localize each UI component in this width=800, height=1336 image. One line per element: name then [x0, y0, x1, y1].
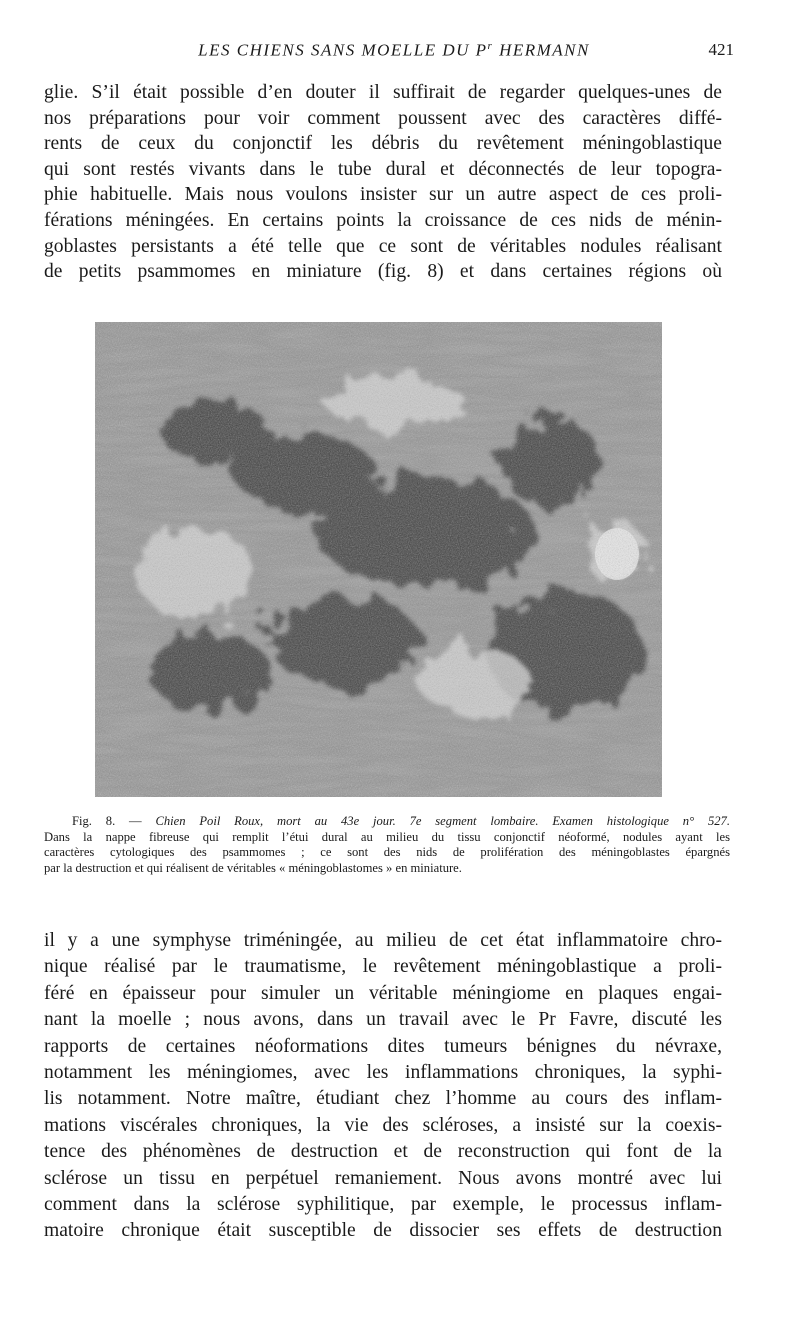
text-line: rents de ceux du conjonctif les débris du revêtement méningoblastique	[44, 133, 722, 155]
text-line: nos préparations pour voir comment poussent avec des caractères diffé-	[44, 107, 722, 129]
paragraph-bottom	[44, 928, 722, 1245]
text-line: nique réalisé par le traumatisme, le revêtement méningoblastique a proli-	[44, 956, 722, 978]
micrograph-image	[95, 322, 662, 797]
figure-title: Chien Poil Roux, mort au 43e jour. 7e segment lombaire. Examen histologique n° 527.	[141, 814, 730, 828]
text-line: nant la moelle ; nous avons, dans un travail avec le Pr Favre, discuté les	[44, 1009, 722, 1031]
text-line: goblastes persistants a été telle que ce sont de véritables nodules réalisant	[44, 235, 722, 257]
text-line: férations méningées. En certains points la croissance de ces nids de ménin-	[44, 209, 722, 231]
text-line: lis notamment. Notre maître, étudiant chez l’homme au cours des inflam-	[44, 1088, 722, 1110]
text-line: il y a une symphyse triméningée, au milieu de cet état inflammatoire chro-	[44, 930, 722, 951]
text-line: de petits psammomes en miniature (fig. 8) et dans certaines régions où	[44, 261, 722, 283]
text-line: rapports de certaines néoformations dites tumeurs bénignes du névraxe,	[44, 1035, 722, 1057]
paragraph-top	[44, 80, 722, 285]
caption-first-line	[44, 814, 730, 830]
text-line: glie. S’il était possible d’en douter il suffirait de regarder quelques-unes de	[44, 82, 722, 103]
text-line: mations viscérales chroniques, la vie des scléroses, a insisté sur la coexis-	[44, 1114, 722, 1136]
running-head-end: HERMANN	[493, 40, 590, 60]
text-line: féré en épaisseur pour simuler un véritable méningiome en plaques engai-	[44, 982, 722, 1004]
running-head-sup: r	[487, 40, 494, 52]
figure-label: Fig. 8. —	[72, 814, 142, 828]
text-line: notamment les méningiomes, avec les inflammations chroniques, la syphi-	[44, 1062, 722, 1084]
caption-line: caractères cytologiques des psammomes ; ce sont des nids de prolifération des méningoblastes épargnés	[44, 845, 730, 860]
text-line: comment dans la sclérose syphilitique, par exemple, le processus inflam-	[44, 1194, 722, 1216]
page-header	[44, 40, 744, 70]
text-line: phie habituelle. Mais nous voulons insister sur un autre aspect de ces proli-	[44, 184, 722, 206]
caption-line: par la destruction et qui réalisent de véritables « méningoblastomes » en miniature.	[44, 860, 462, 875]
text-line: qui sont restés vivants dans le tube dural et déconnectés de leur topogra-	[44, 158, 722, 180]
running-head	[44, 40, 744, 61]
text-line: matoire chronique était susceptible de dissocier ses effets de destruction	[44, 1220, 722, 1242]
figure-caption	[44, 814, 730, 876]
histology-micrograph	[95, 322, 662, 797]
text-line: tence des phénomènes de destruction et de reconstruction qui font de la	[44, 1141, 722, 1163]
page-number: 421	[708, 40, 734, 59]
text-line: sclérose un tissu en perpétuel remaniement. Nous avons montré avec lui	[44, 1167, 722, 1189]
running-head-text: LES CHIENS SANS MOELLE DU P	[198, 40, 488, 60]
caption-line: Dans la nappe fibreuse qui remplit l’étui dural au milieu du tissu conjonctif néoformé, nodules ayant les	[44, 829, 730, 844]
